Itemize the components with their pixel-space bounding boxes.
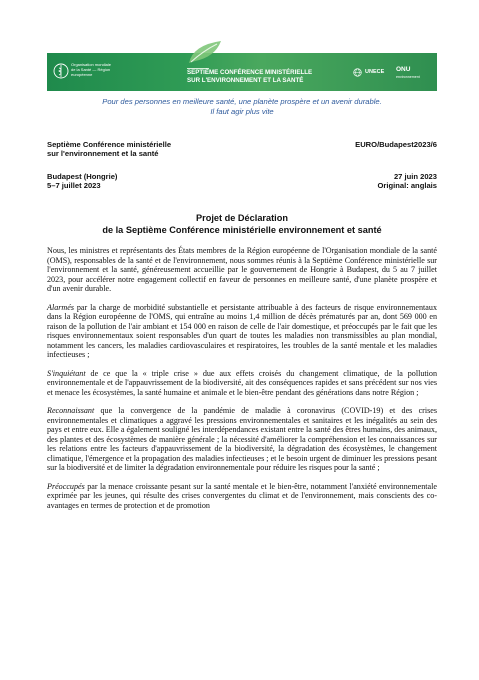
document-date-info	[257, 172, 437, 190]
paragraph-text: Nous, les ministres et représentants des États membres de la Région européenne de l'Organisation mondiale de la santé (OMS), responsables de la santé et de l'environnement, nous sommes réunis à la Septième Conférence ministérielle sur l'environnement et la santé, généreusement accueillie par le gouvernement de Hongrie à Budapest, du 5 au 7 juillet 2023, pour accélérer notre engagement collectif en faveur de personnes en meilleure santé, d'une planète prospère et d'un avenir durable.	[47, 246, 437, 293]
paragraph	[47, 303, 437, 360]
declaration-title-line2: de la Septième Conférence ministérielle environnement et santé	[102, 224, 382, 235]
tagline-line2: Il faut agir plus vite	[210, 107, 274, 116]
conference-dates: 5–7 juillet 2023	[47, 181, 101, 190]
location-dates	[47, 172, 267, 190]
who-label: Organisation mondiale de la Santé — Région européenne	[71, 62, 112, 77]
paragraph-lead: Préoccupés	[47, 481, 85, 491]
conference-title-line1: SEPTIÈME CONFÉRENCE MINISTÉRIELLE	[187, 69, 313, 76]
paragraph	[47, 406, 437, 473]
paragraph	[47, 482, 437, 511]
conference-info	[47, 140, 267, 158]
conference-banner	[47, 53, 437, 91]
paragraph-text: par la menace croissante pesant sur la santé mentale et le bien-être, notamment l'anxiété environnementale exprimée par les jeunes, qui résulte des crises convergentes du climat et de l'environnement, mais conscients des co-avantages en termes de protection et de promotion	[47, 481, 437, 510]
who-emblem-icon	[53, 63, 69, 79]
conference-title-line2: SUR L'ENVIRONNEMENT ET LA SANTÉ	[187, 76, 304, 84]
onu-logo-subtext: environnement	[396, 75, 420, 79]
conference-title	[187, 69, 337, 84]
paragraph	[47, 369, 437, 398]
document-date: 27 juin 2023	[393, 172, 437, 181]
paragraph-text: par la charge de morbidité substantielle et persistante attribuable à des facteurs de risque environnementaux dans la Région européenne de l'OMS, qui entraîne au moins 1,4 million de décès prématurés par an, dont 569 000 en raison de la pollution de l'air ambiant et 154 000 en raison de celle de l'air domestique, et préoccupés par le fait que les risques environnementaux soient responsables d'un quart de toutes les maladies non transmissibles au plan mondial, notamment les cancers, les maladies cardiovasculaires et respiratoires, les troubles de la santé mentale et les maladies infectieuses ;	[47, 302, 437, 359]
declaration-body	[47, 246, 437, 519]
leaf-logo-icon	[185, 39, 225, 65]
tagline-line1: Pour des personnes en meilleure santé, une planète prospère et un avenir durable.	[102, 97, 382, 106]
unece-logo-text: UNECE	[365, 69, 385, 75]
declaration-title-line1: Projet de Déclaration	[196, 213, 288, 223]
document-reference: EURO/Budapest2023/6	[355, 140, 437, 149]
globe-icon	[353, 68, 362, 77]
onu-logo-text: ONU	[396, 66, 411, 73]
original-language: Original: anglais	[377, 181, 437, 190]
paragraph	[47, 246, 437, 294]
paragraph-lead: S'inquiétant	[47, 368, 86, 378]
location: Budapest (Hongrie)	[47, 172, 118, 181]
paragraph-text: de ce que la « triple crise » due aux effets croisés du changement climatique, de la pollution environnementale et de l'appauvrissement de la biodiversité, ait des conséquences rapides et sans précédent sur nos vies et menace les écosystèmes, la santé humaine et animale et le bien-être pendant des générations dans notre Région ;	[47, 368, 437, 397]
tagline	[47, 97, 437, 117]
conference-name-line2: sur l'environnement et la santé	[47, 149, 159, 158]
conference-name-line1: Septième Conférence ministérielle	[47, 140, 172, 149]
paragraph-text: que la convergence de la pandémie de maladie à coronavirus (COVID-19) et des crises environnementales et climatiques a aggravé les pressions environnementales et sanitaires et les inégalités au sein des pays et entre eux. Elle a également souligné les interdépendances existant entre la santé des êtres humains, des animaux, des plantes et des écosystèmes de manière générale ; la nécessité d'améliorer la compréhension et les connaissances sur les relations entre les facteurs d'appauvrissement de la biodiversité, la dégradation des écosystèmes, le changement climatique, l'émergence et la propagation des maladies infectieuses ; et le besoin urgent de diminuer les pressions pesant sur la biodiversité et de limiter la dégradation environnementale pour réduire les risques pour la santé ;	[47, 406, 437, 472]
paragraph-lead: Reconnaissant	[47, 406, 95, 415]
declaration-title	[47, 213, 437, 236]
paragraph-lead: Alarmés	[47, 302, 74, 312]
